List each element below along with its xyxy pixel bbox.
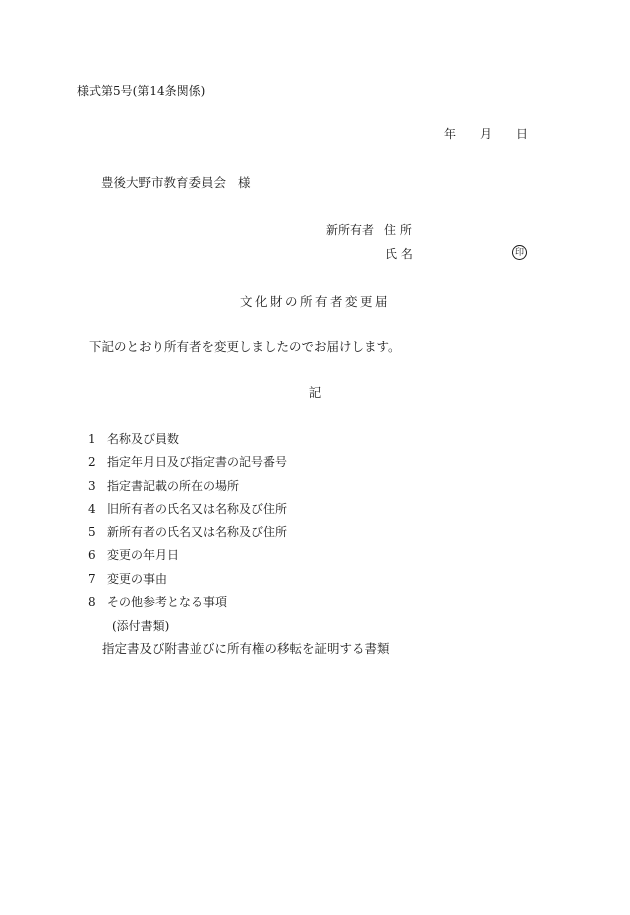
item-text: 変更の事由 bbox=[107, 571, 168, 586]
item-number: 5 bbox=[88, 525, 96, 540]
item-text: 旧所有者の氏名又は名称及び住所 bbox=[107, 501, 288, 516]
intro-text: 下記のとおり所有者を変更しましたのでお届けします。 bbox=[89, 339, 401, 354]
item-number: 7 bbox=[88, 571, 96, 586]
item-text: 指定書記載の所在の場所 bbox=[107, 478, 240, 493]
seal-mark: 印 bbox=[512, 245, 527, 260]
item-number: 3 bbox=[88, 478, 96, 493]
list-item bbox=[88, 526, 287, 549]
address-label: 住 所 bbox=[384, 223, 412, 237]
list-item bbox=[88, 480, 287, 503]
item-number: 1 bbox=[88, 432, 96, 446]
attachments-label: (添付書類) bbox=[112, 619, 170, 633]
form-number: 様式第5号(第14条関係) bbox=[77, 84, 206, 98]
list-item bbox=[88, 433, 287, 456]
addressee-name: 豊後大野市教育委員会 bbox=[101, 175, 227, 190]
item-number: 4 bbox=[88, 501, 96, 516]
item-list bbox=[88, 433, 287, 619]
item-text: 指定年月日及び指定書の記号番号 bbox=[107, 455, 288, 470]
item-text: 新所有者の氏名又は名称及び住所 bbox=[107, 525, 288, 540]
addressee-honorific: 様 bbox=[238, 175, 251, 190]
addressee bbox=[101, 177, 251, 190]
list-item bbox=[88, 503, 287, 526]
item-number: 6 bbox=[88, 548, 96, 563]
item-number: 2 bbox=[88, 455, 96, 470]
list-item bbox=[88, 549, 287, 572]
list-item bbox=[88, 456, 287, 479]
applicant-address-row bbox=[326, 224, 412, 236]
date-line bbox=[444, 128, 528, 140]
date-day-label: 日 bbox=[516, 127, 529, 141]
ki-heading: 記 bbox=[308, 385, 322, 400]
applicant-label: 新所有者 bbox=[326, 223, 375, 237]
attachments-text: 指定書及び附書並びに所有権の移転を証明する書類 bbox=[102, 641, 390, 656]
item-text: 変更の年月日 bbox=[107, 548, 180, 563]
item-text: その他参考となる事項 bbox=[107, 595, 228, 610]
date-year-label: 年 bbox=[444, 127, 457, 141]
item-number: 8 bbox=[88, 595, 96, 610]
list-item bbox=[88, 573, 287, 596]
item-text: 名称及び員数 bbox=[107, 432, 180, 446]
list-item bbox=[88, 596, 287, 619]
name-label: 氏 名 bbox=[385, 247, 413, 261]
document-title: 文化財の所有者変更届 bbox=[239, 294, 390, 309]
date-month-label: 月 bbox=[480, 127, 493, 141]
